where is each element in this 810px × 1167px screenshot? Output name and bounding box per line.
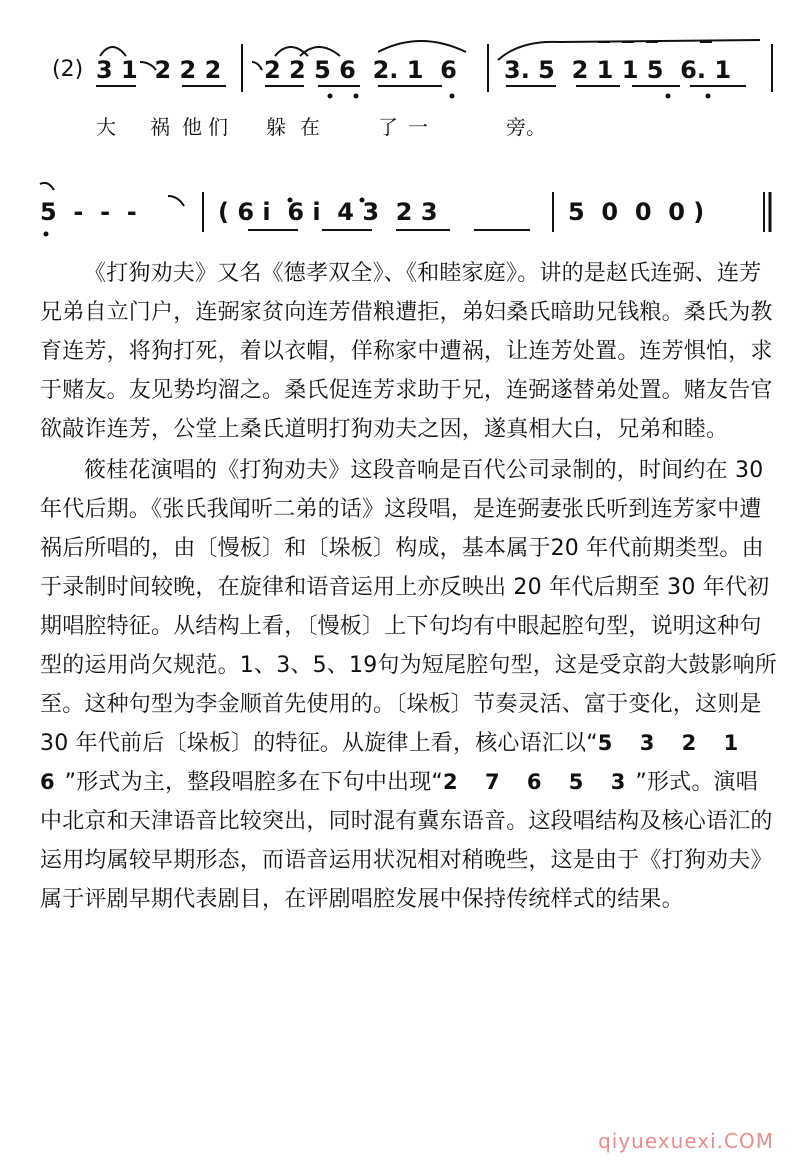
measure-4: 5 - - - bbox=[40, 198, 137, 226]
text-line: 约在 30 年代后期。《张氏我闻听二弟的话》这段唱，是连弼妻张氏 bbox=[40, 458, 764, 522]
lyric-1: 大 bbox=[96, 115, 116, 139]
inline-notation-core: 5 3 2 1 6 bbox=[40, 731, 749, 794]
article-body bbox=[40, 254, 780, 919]
lyric-6: 在 bbox=[300, 115, 320, 139]
grace-slide bbox=[168, 196, 184, 206]
lyric-4: 们 bbox=[208, 115, 228, 139]
text-line: 连芳兄弟自立门户，连弼家贫向连芳借粮遭拒，弟妇桑氏暗助兄钱 bbox=[40, 261, 762, 325]
text-line: 《打狗劝夫》又名《德孝双全》、《和睦家庭》。讲的是赵氏连弼、 bbox=[84, 261, 718, 286]
text-line: 筱桂花演唱的《打狗劝夫》这段音响是百代公司录制的，时间 bbox=[84, 458, 684, 483]
text-line: 之因，遂真相大白，兄弟和睦。 bbox=[417, 417, 729, 442]
site-watermark: qiyuexuexi.COM bbox=[598, 1129, 774, 1153]
text-line: 唱腔多在下句中出现“ bbox=[231, 770, 444, 795]
text-line: 于评剧早期代表剧目，在评剧唱腔发展中保持传统样式的结果。 bbox=[62, 887, 684, 912]
measure-6: 5 0 0 0 ) bbox=[568, 198, 705, 226]
measure-5: ( 6 i 6 i 4 3 2 3 bbox=[218, 198, 438, 226]
text-line: ”形式。演唱中北京和天津语音 bbox=[40, 770, 758, 834]
lyric-3: 他 bbox=[182, 115, 202, 139]
paragraph-analysis bbox=[40, 451, 780, 919]
text-line: 20 年代前期类型。由于录制时间较晚，在旋律和语音运用上亦反 bbox=[40, 536, 764, 600]
measure-2: 2 2 5 6 2. 1 6 bbox=[264, 56, 457, 84]
lyric-5: 躲 bbox=[266, 115, 286, 139]
lyric-9: 旁。 bbox=[506, 115, 546, 139]
text-line: 连弼遂替弟处置。赌友告官欲敲诈连芳，公堂上桑氏道明打狗劝夫 bbox=[40, 378, 773, 442]
paragraph-synopsis bbox=[40, 254, 780, 449]
text-line: 下句均有中眼起腔句型，说明这种句型的运用尚欠规范。1、3、5、19 bbox=[40, 614, 762, 678]
slur bbox=[275, 47, 308, 56]
inline-notation-lower: 2 7 6 5 3 bbox=[443, 770, 636, 794]
text-line: 比较突出，同时混有冀东语音。这段唱结构及核心语汇的运用均属 bbox=[40, 809, 773, 873]
text-line: 处置。连芳惧怕，求于赌友。友见势均溜之。桑氏促连芳求助于兄， bbox=[40, 339, 773, 403]
lyric-2: 祸 bbox=[150, 115, 170, 139]
grace-slide bbox=[252, 62, 262, 70]
measure-3: 3. 5 2 1 1 5 6. 1 bbox=[504, 56, 732, 84]
slur bbox=[40, 183, 54, 190]
lyric-8: 一 bbox=[408, 115, 428, 139]
slur bbox=[100, 47, 126, 56]
text-line: 较早期形态，而语音运用状况相对稍晚些，这是由于《打狗劝夫》属 bbox=[40, 848, 773, 912]
text-line: 听到连芳家中遭祸后所唱的，由〔慢板〕和〔垛板〕构成，基本属于 bbox=[40, 497, 762, 561]
slur bbox=[378, 41, 466, 52]
measure-1: 3 1 2 2 2 bbox=[96, 56, 222, 84]
text-line: ”形式为主，整段 bbox=[64, 770, 232, 795]
octave-dots-line-1 bbox=[328, 94, 711, 99]
text-line: 粮。桑氏为教育连芳，将狗打死，着以衣帽，佯称家中遭祸，让连芳 bbox=[40, 300, 773, 364]
phrase-label: (2) bbox=[52, 57, 84, 82]
text-line: 映出 20 年代后期至 30 年代初期唱腔特征。从结构上看，〔慢板〕上 bbox=[40, 575, 770, 639]
lyric-7: 了 bbox=[378, 115, 398, 139]
text-line: 板〕的特征。从旋律上看，核心语汇以“ bbox=[208, 731, 598, 756]
text-line: 句为短尾腔句型，这是受京韵大鼓影响所至。这种句型为李金顺首 bbox=[40, 653, 777, 717]
text-line: 先使用的。〔垛板〕节奏灵活、富于变化，这则是 30 年代前后〔垛 bbox=[40, 692, 762, 756]
